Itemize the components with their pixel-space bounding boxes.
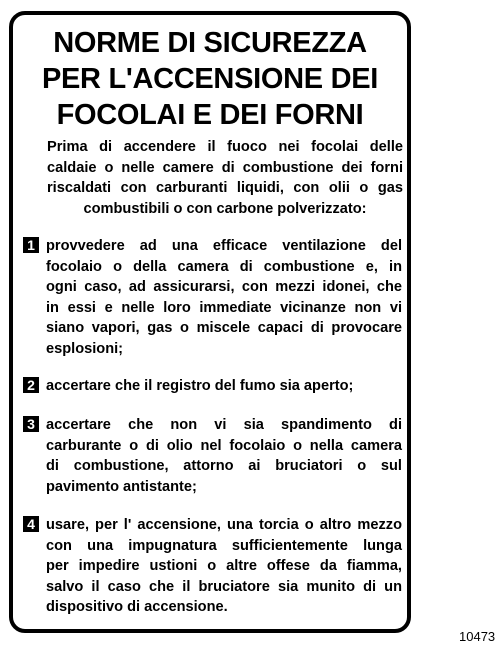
rule-line: salvo il caso che il bruciatore sia munito di un (46, 578, 402, 595)
product-code: 10473 (459, 629, 496, 644)
intro-line: riscaldati con carburanti liquidi, con olii o gas (47, 180, 403, 196)
rule-number-badge: 1 (23, 237, 39, 253)
rule-text (46, 376, 402, 397)
sign-intro (47, 137, 403, 219)
sign-title (13, 25, 407, 133)
rule-text (46, 515, 402, 618)
rule-line: pavimento antistante; (46, 478, 197, 495)
rule-line: focolaio o della camera di combustione e, in (46, 258, 402, 275)
rule-line: di combustione, attorno ai bruciatori o sul (46, 458, 402, 474)
rule-line: esplosioni; (46, 340, 124, 357)
rule-line: per impedire ustioni o altre offese da fiamma, (46, 558, 402, 574)
rule-line: provvedere ad una efficace ventilazione del (46, 238, 402, 254)
rule-line: siano vapori, gas o miscele capaci di provocare (46, 320, 402, 336)
sign-title-line: PER L'ACCENSIONE DEI (41, 63, 379, 95)
intro-line: combustibili o con carbone polverizzato: (83, 200, 367, 217)
rule-line: accertare che il registro del fumo sia aperto; (46, 378, 354, 394)
safety-sign (9, 11, 411, 633)
rule-text (46, 236, 402, 359)
rule-line: carburante o di olio nel focolaio o nella camera (46, 437, 402, 454)
intro-line: caldaie o nelle camere di combustione dei forni (47, 159, 403, 176)
rule-line: usare, per l' accensione, una torcia o altro mezzo (46, 517, 402, 533)
rule-number-badge: 2 (23, 377, 39, 393)
rule-line: ogni caso, ad assicurarsi, con mezzi idonei, che (46, 279, 402, 295)
rule-line: dispositivo di accensione. (46, 599, 228, 615)
rule-line: accertare che non vi sia spandimento di (46, 417, 402, 433)
rule-line: con una impugnatura sufficientemente lunga (46, 537, 402, 554)
sign-title-line: FOCOLAI E DEI FORNI (56, 99, 364, 131)
rule-number-badge: 3 (23, 416, 39, 432)
rule-text (46, 415, 402, 497)
intro-line: Prima di accendere il fuoco nei focolai delle (47, 139, 403, 155)
rule-number-badge: 4 (23, 516, 39, 532)
rule-line: in essi e nelle loro immediate vicinanze non vi (46, 299, 402, 316)
sign-title-line: NORME DI SICUREZZA (53, 27, 367, 59)
